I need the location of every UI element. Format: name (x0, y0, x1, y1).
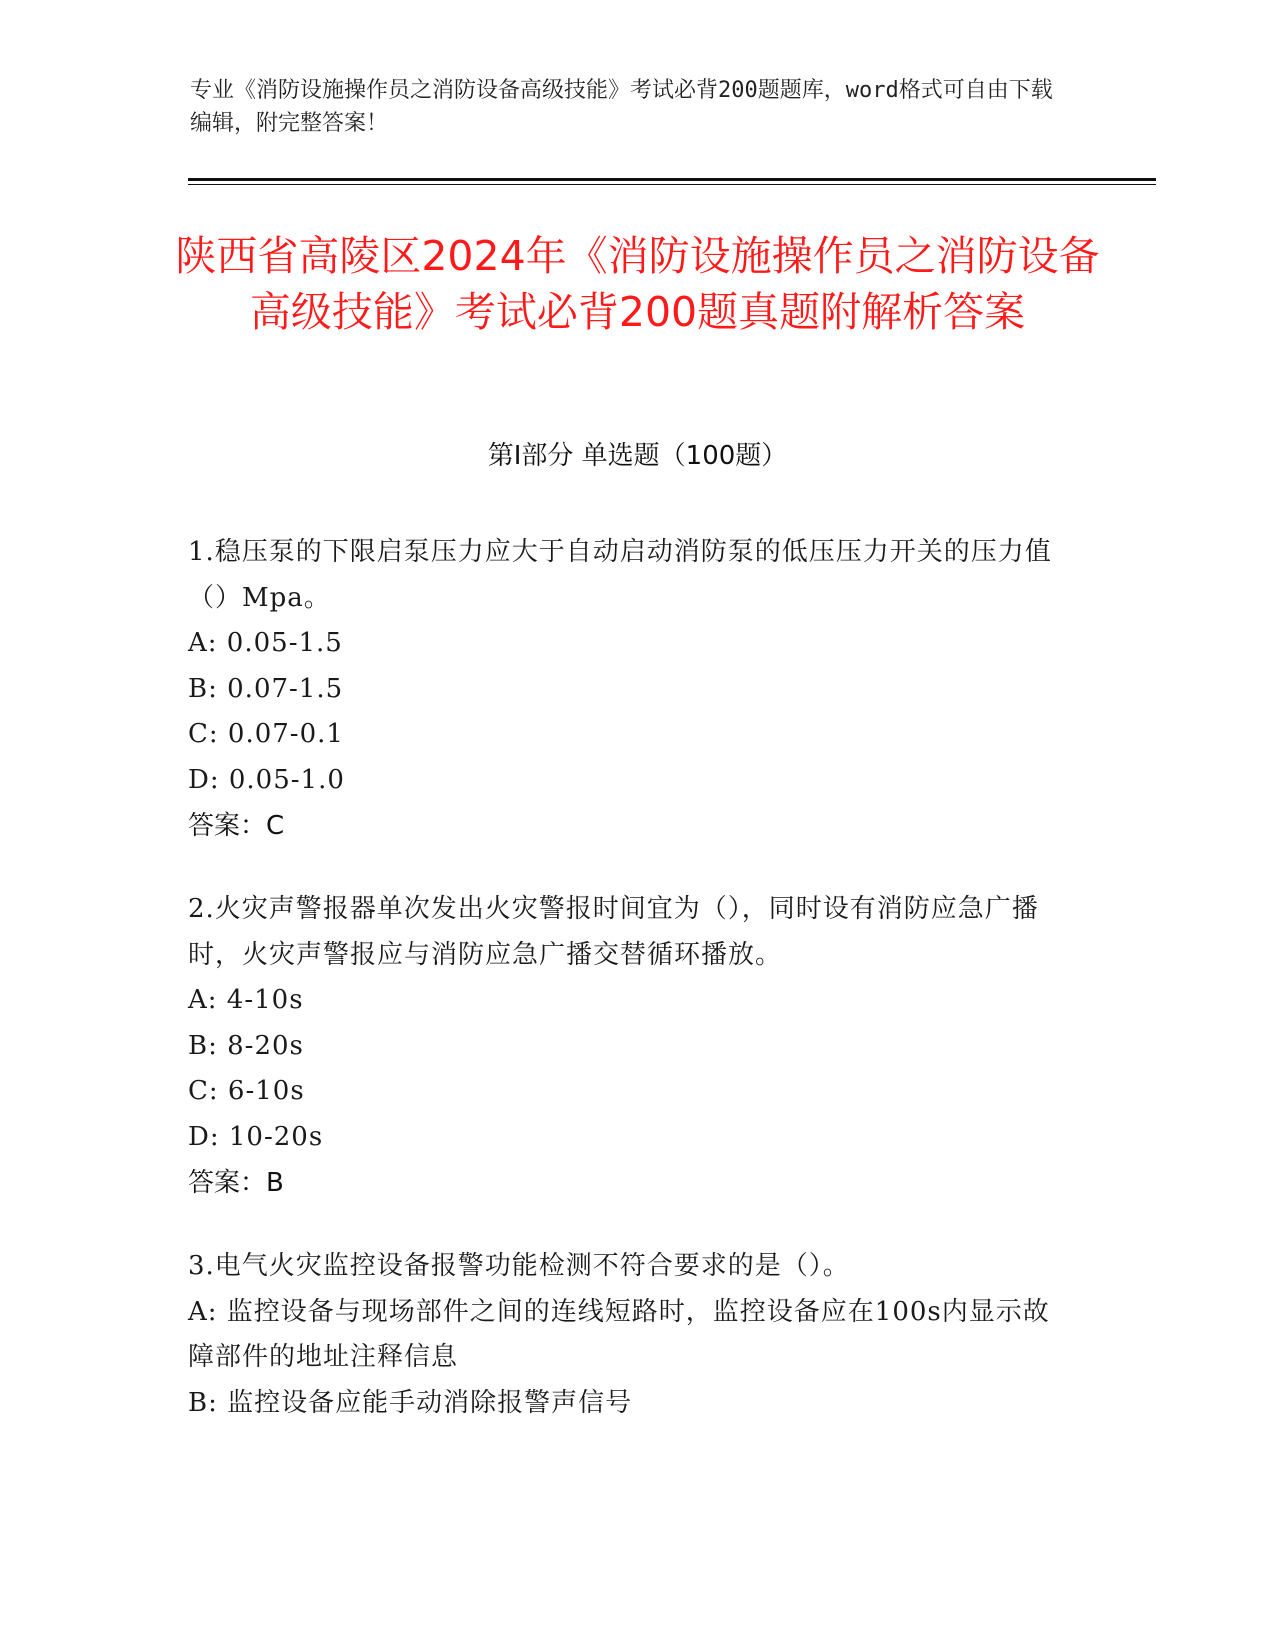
question-stem: 1.稳压泵的下限启泵压力应大于自动启动消防泵的低压压力开关的压力值（）Mpa。 (188, 537, 1052, 613)
question-list (188, 530, 1068, 1464)
option-d: D: 0.05-1.0 (188, 764, 345, 795)
question-1 (188, 530, 1068, 849)
header-divider-thick (188, 178, 1156, 181)
option-b: B: 监控设备应能手动消除报警声信号 (188, 1387, 633, 1418)
document-title: 陕西省高陵区2024年《消防设施操作员之消防设备高级技能》考试必背200题真题附解析答案 (175, 232, 1100, 336)
option-d: D: 10-20s (188, 1121, 324, 1152)
header-note: 专业《消防设施操作员之消防设备高级技能》考试必背200题题库，word格式可自由下载编辑，附完整答案！ (190, 78, 1053, 136)
question-stem: 2.火灾声警报器单次发出火灾警报时间宜为（），同时设有消防应急广播时，火灾声警报应与消防应急广播交替循环播放。 (188, 894, 1039, 970)
answer-line: 答案：C (188, 811, 285, 841)
option-a: A: 4-10s (188, 985, 304, 1015)
answer-line: 答案：B (188, 1168, 284, 1198)
question-2 (188, 887, 1068, 1206)
option-c: C: 0.07-0.1 (188, 719, 344, 749)
question-stem: 3.电气火灾监控设备报警功能检测不符合要求的是（）。 (188, 1251, 850, 1281)
section-heading: 第I部分 单选题（100题） (487, 441, 788, 471)
option-b: B: 8-20s (188, 1030, 304, 1061)
option-b: B: 0.07-1.5 (188, 673, 344, 704)
question-3 (188, 1244, 1068, 1426)
option-a: A: 0.05-1.5 (188, 628, 343, 658)
option-c: C: 6-10s (188, 1076, 305, 1106)
header-divider-thin (188, 184, 1156, 185)
option-a: A: 监控设备与现场部件之间的连线短路时，监控设备应在100s内显示故障部件的地址注释信息 (188, 1296, 1050, 1372)
